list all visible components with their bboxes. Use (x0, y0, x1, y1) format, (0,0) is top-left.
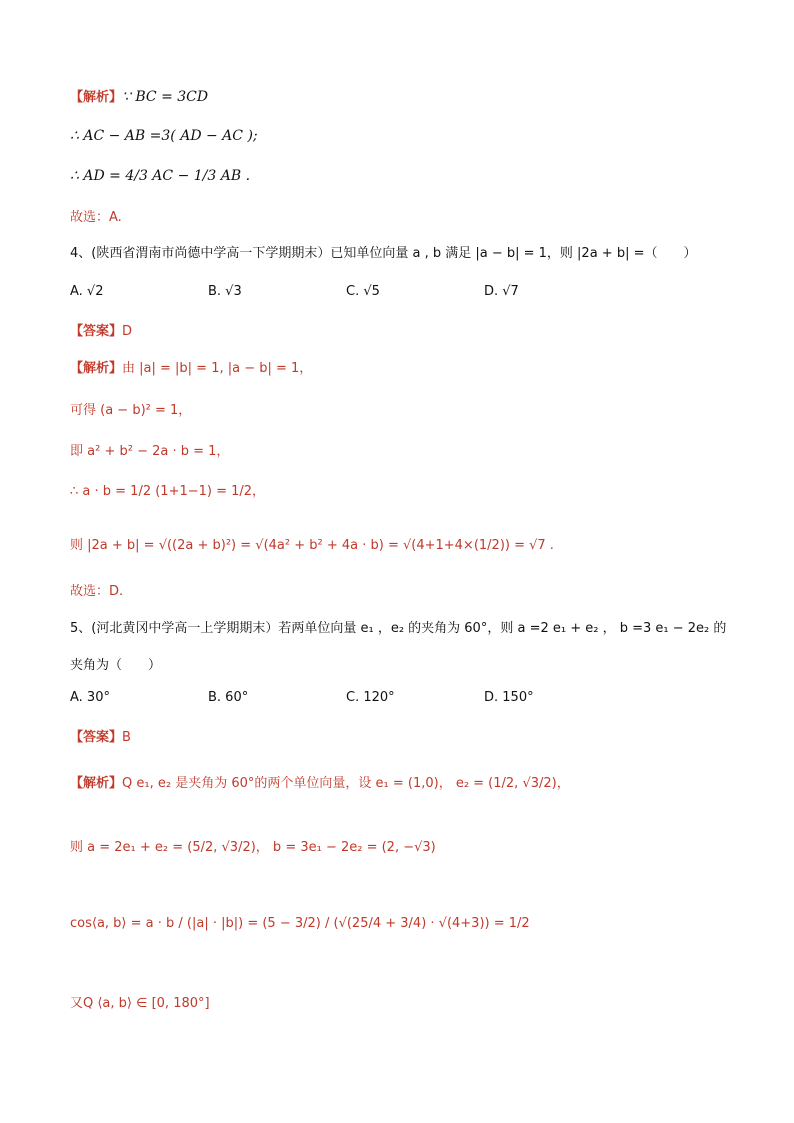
answer-value: B (122, 730, 131, 745)
solution-step-3: ∴ a · b = 1/2 (1+1−1) = 1/2， (70, 484, 266, 499)
analysis-label: 【解析】 (70, 776, 123, 791)
option-c: C. √5 (346, 284, 380, 299)
solution-step-1: 则 a = 2e₁ + e₂ = (5/2, √3/2)， b = 3e₁ − 2e₂ = (2, −√3) (70, 840, 436, 855)
question-stem-line-1: 5、(河北黄冈中学高一上学期期末）若两单位向量 e₁ ，e₂ 的夹角为 60°，则 a =2 e₁ + e₂ ， b =3 e₁ − 2e₂ 的 (70, 621, 727, 636)
analysis-label: 【解析】 (70, 361, 123, 376)
conclusion: 故选：D. (70, 584, 124, 599)
option-b: B. √3 (208, 284, 242, 299)
solution-line-2: ∴ AC − AB =3( AD − AC ); (70, 128, 258, 144)
option-d: D. 150° (484, 690, 534, 705)
solution-step-4: 则 |2a + b| = √((2a + b)²) = √(4a² + b² + 4a · b) = √(4+1+4×(1/2)) = √7 . (70, 538, 554, 553)
analysis-text: Q e₁, e₂ 是夹角为 60°的两个单位向量，设 e₁ = (1,0)， e₂ = (1/2, √3/2)， (122, 776, 570, 791)
option-d: D. √7 (484, 284, 519, 299)
solution-step-1: 可得 (a − b)² = 1， (70, 403, 192, 418)
option-b: B. 60° (208, 690, 249, 705)
analysis-label: 【解析】 (70, 90, 123, 105)
answer-line (70, 726, 131, 745)
solution-step-2: 即 a² + b² − 2a · b = 1， (70, 444, 230, 459)
solution-line-3: ∴ AD = 4/3 AC − 1/3 AB . (70, 168, 251, 184)
analysis-line (70, 772, 570, 791)
analysis-text: 由 |a| = |b| = 1, |a − b| = 1， (122, 361, 313, 376)
options-row (70, 690, 622, 705)
solution-step-2: cos⟨a, b⟩ = a · b / (|a| · |b|) = (5 − 3/2) / (√(25/4 + 3/4) · √(4+3)) = 1/2 (70, 916, 530, 931)
answer-choice-line: 故选：A. (70, 210, 122, 225)
question-stem-line-2: 夹角为（ ） (70, 658, 162, 673)
option-c: C. 120° (346, 690, 395, 705)
options-row (70, 284, 622, 299)
question-stem: 4、(陕西省渭南市尚德中学高一下学期期末）已知单位向量 a , b 满足 |a − b| = 1，则 |2a + b| =（ ） (70, 246, 697, 261)
math-expression: ∵ BC = 3CD (122, 89, 209, 105)
solution-line-1 (70, 86, 208, 105)
answer-label: 【答案】 (70, 730, 123, 745)
option-a: A. √2 (70, 284, 104, 299)
analysis-line (70, 357, 312, 376)
answer-label: 【答案】 (70, 324, 123, 339)
answer-line (70, 320, 132, 339)
answer-value: D (122, 324, 133, 339)
option-a: A. 30° (70, 690, 110, 705)
solution-step-3: 又Q ⟨a, b⟩ ∈ [0, 180°] (70, 996, 210, 1011)
